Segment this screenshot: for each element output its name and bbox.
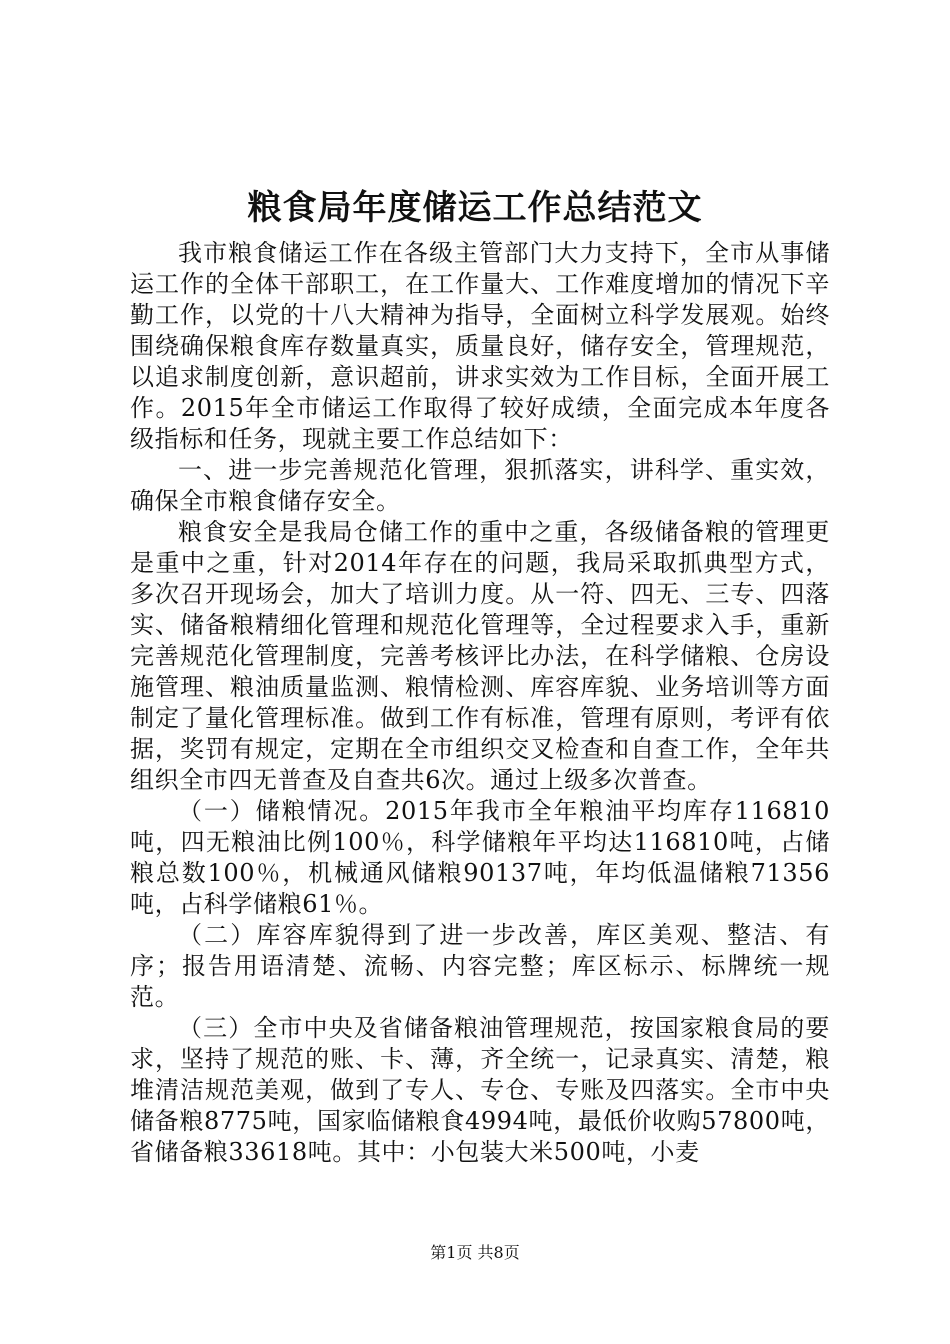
document-body	[130, 238, 830, 1168]
paragraph-reserve-management: （三）全市中央及省储备粮油管理规范，按国家粮食局的要求，坚持了规范的账、卡、薄，齐全统一，记录真实、清楚，粮堆清洁规范美观，做到了专人、专仓、专账及四落实。全市中央储备粮8775吨，国家临储粮食4994吨，最低价收购57800吨，省储备粮33618吨。其中：小包装大米500吨，小麦	[130, 1014, 830, 1166]
paragraph-food-safety: 粮食安全是我局仓储工作的重中之重，各级储备粮的管理更是重中之重，针对2014年存在的问题，我局采取抓典型方式，多次召开现场会，加大了培训力度。从一符、四无、三专、四落实、储备粮精细化管理和规范化管理等，全过程要求入手，重新完善规范化管理制度，完善考核评比办法，在科学储粮、仓房设施管理、粮油质量监测、粮情检测、库容库貌、业务培训等方面制定了量化管理标准。做到工作有标准，管理有原则，考评有依据，奖罚有规定，定期在全市组织交叉检查和自查工作，全年共组织全市四无普查及自查共6次。通过上级多次普查。	[130, 518, 830, 794]
paragraph-storage-status: （一）储粮情况。2015年我市全年粮油平均库存116810吨，四无粮油比例100％，科学储粮年平均达116810吨，占储粮总数100％，机械通风储粮90137吨，年均低温储粮71356吨，占科学储粮61％。	[130, 797, 830, 918]
page-number-footer: 第1页 共8页	[430, 1243, 520, 1262]
document-title: 粮食局年度储运工作总结范文	[247, 188, 703, 228]
paragraph-section-heading-1: 一、进一步完善规范化管理，狠抓落实，讲科学、重实效，确保全市粮食储存安全。	[130, 456, 830, 515]
paragraph-warehouse-appearance: （二）库容库貌得到了进一步改善，库区美观、整洁、有序；报告用语清楚、流畅、内容完整；库区标示、标牌统一规范。	[130, 921, 830, 1011]
paragraph-intro: 我市粮食储运工作在各级主管部门大力支持下，全市从事储运工作的全体干部职工，在工作量大、工作难度增加的情况下辛勤工作，以党的十八大精神为指导，全面树立科学发展观。始终围绕确保粮食库存数量真实，质量良好，储存安全，管理规范，以追求制度创新，意识超前，讲求实效为工作目标，全面开展工作。2015年全市储运工作取得了较好成绩，全面完成本年度各级指标和任务，现就主要工作总结如下：	[130, 239, 830, 453]
